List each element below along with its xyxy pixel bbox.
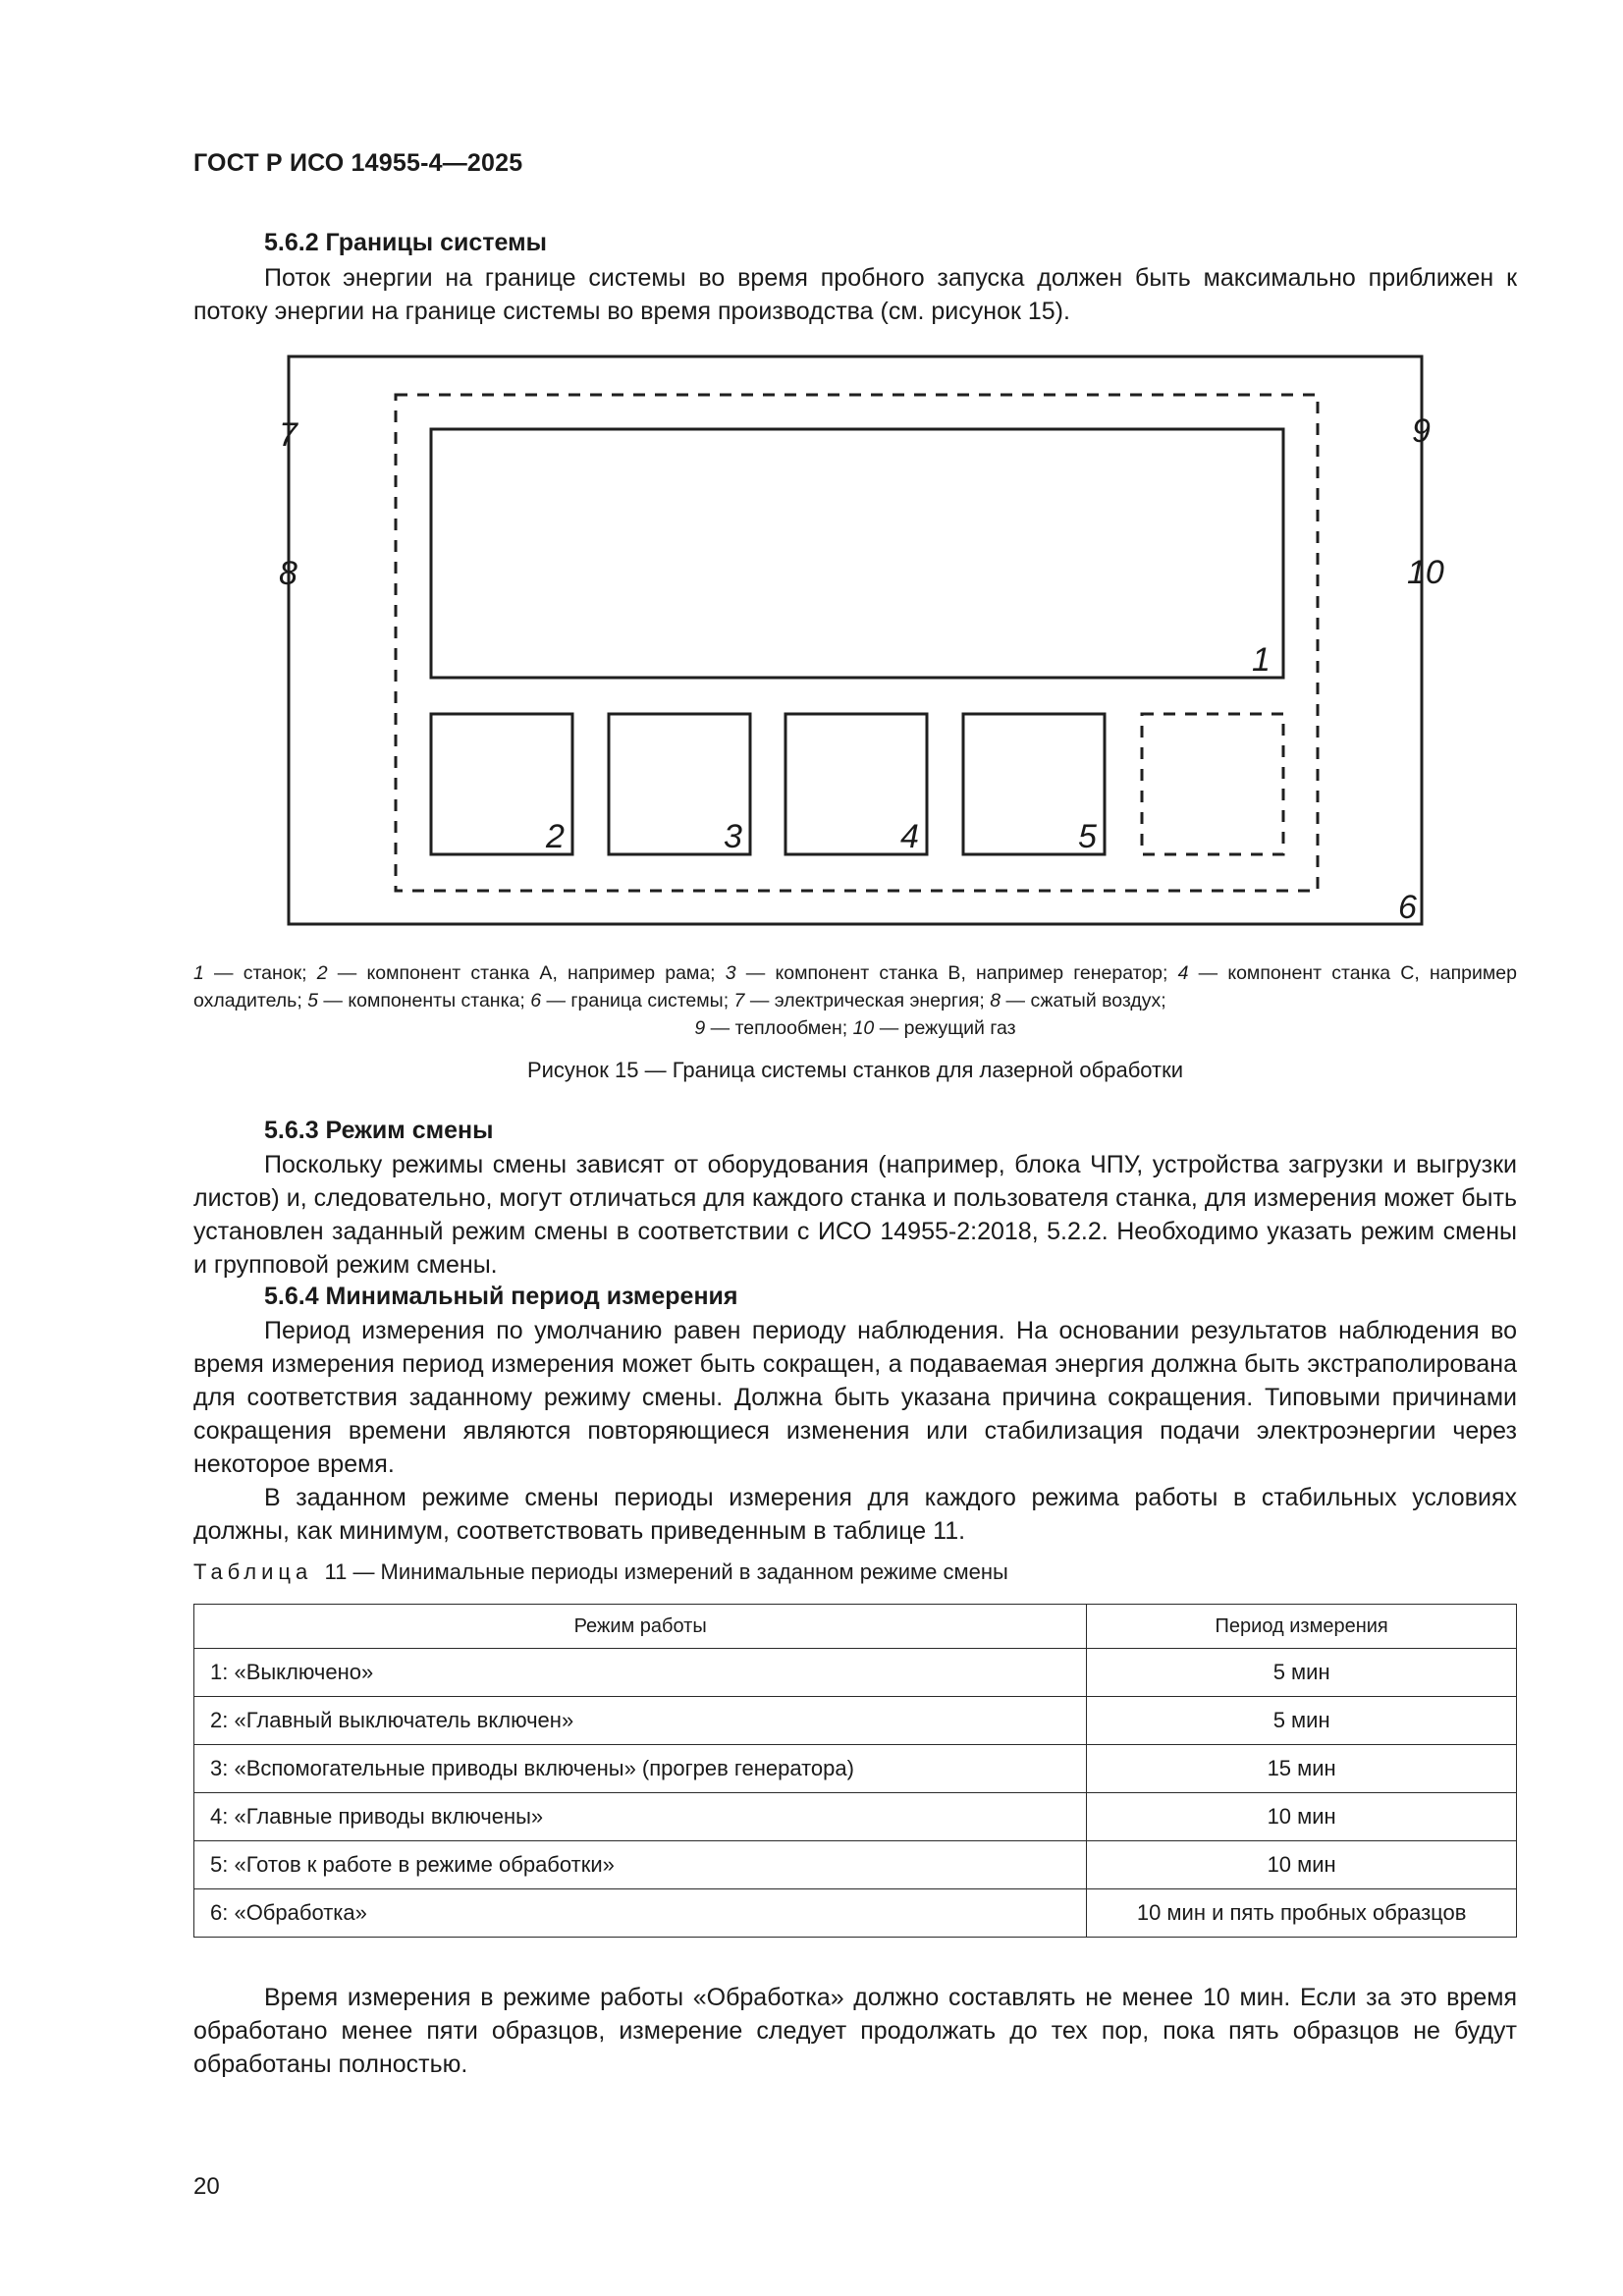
legend-number: 2: [316, 962, 328, 984]
table-cell: 5 мин: [1087, 1697, 1517, 1745]
legend-text: — станок;: [203, 962, 317, 984]
machine-boundary-dashed-rect: [396, 395, 1318, 891]
table-cell: 6: «Обработка»: [194, 1889, 1087, 1938]
section-heading: 5.6.2 Границы системы: [264, 229, 547, 256]
table-cell: 10 мин: [1087, 1793, 1517, 1841]
figure-label-7: 7: [279, 416, 298, 454]
column-header: Режим работы: [194, 1605, 1087, 1649]
table-cell: 4: «Главные приводы включены»: [194, 1793, 1087, 1841]
table-row: [194, 1649, 1517, 1697]
paragraph-text: В заданном режиме смены периоды измерения для каждого режима работы в стабильных условиях должны, как минимум, соответствовать приведенным в таблице 11.: [193, 1484, 1517, 1545]
closing-paragraph: [193, 1981, 1517, 2081]
figure-label-10: 10: [1407, 554, 1444, 591]
legend-text: — компонент станка А, например рама;: [327, 962, 726, 984]
paragraph: [193, 1314, 1517, 1548]
figure-label-9: 9: [1412, 412, 1431, 450]
figure-15-diagram: [0, 0, 1623, 962]
legend-text: — режущий газ: [874, 1017, 1016, 1039]
legend-number: 3: [725, 962, 736, 984]
paragraph-text: Период измерения по умолчанию равен периоду наблюдения. На основании результатов наблюдения во время измерения период измерения может быть сокращен, а подаваемая энергия должна быть экстраполирована для соответствия заданному режиму смены. Должна быть указана причина сокращения. Типовыми причинами сокращения времени являются повторяющиеся изменения или стабилизация подачи электроэнергии через некоторое время.: [193, 1317, 1517, 1478]
table-cell: 5 мин: [1087, 1649, 1517, 1697]
table-11: [193, 1604, 1517, 1938]
table-row: [194, 1745, 1517, 1793]
figure-label-5: 5: [1078, 818, 1097, 855]
section-heading: 5.6.4 Минимальный период измерения: [264, 1283, 738, 1310]
table-cell: 15 мин: [1087, 1745, 1517, 1793]
table-cell: 5: «Готов к работе в режиме обработки»: [194, 1841, 1087, 1889]
table-caption: [193, 1559, 1008, 1585]
legend-text: — компоненты станка;: [318, 990, 531, 1011]
legend-last-line: [193, 1014, 1517, 1042]
table-cell: 3: «Вспомогательные приводы включены» (прогрев генератора): [194, 1745, 1087, 1793]
figure-caption: Рисунок 15 — Граница системы станков для лазерной обработки: [526, 1058, 1184, 1082]
paragraph-text: Поскольку режимы смены зависят от оборудования (например, блока ЧПУ, устройства загрузки и выгрузки листов) и, следовательно, могут отличаться для каждого станка и пользователя станка, для измерения может быть установлен заданный режим смены в соответствии с ИСО 14955-2:2018, 5.2.2. Необходимо указать режим смены и групповой режим смены.: [193, 1151, 1517, 1279]
table-cell: 1: «Выключено»: [194, 1649, 1087, 1697]
page-number: 20: [193, 2173, 220, 2200]
legend-number: 1: [193, 962, 204, 984]
figure-label-2: 2: [546, 818, 565, 855]
legend-text: — сжатый воздух;: [1001, 990, 1166, 1011]
legend-number: 7: [733, 990, 745, 1011]
figure-label-6: 6: [1398, 889, 1417, 926]
table-cell: 10 мин: [1087, 1841, 1517, 1889]
legend-text: — граница системы;: [541, 990, 734, 1011]
legend-number: 9: [694, 1017, 706, 1039]
figure-label-1: 1: [1252, 641, 1271, 679]
figure-label-4: 4: [900, 818, 919, 855]
legend-number: 4: [1177, 962, 1189, 984]
component-box-optional-dashed: [1142, 714, 1283, 854]
legend-number: 10: [852, 1017, 875, 1039]
figure-legend: [193, 959, 1517, 1042]
document-header: ГОСТ Р ИСО 14955-4—2025: [193, 149, 523, 177]
column-header: Период измерения: [1087, 1605, 1517, 1649]
paragraph: [193, 1148, 1517, 1282]
legend-number: 6: [530, 990, 542, 1011]
outer-boundary-rect: [289, 356, 1422, 924]
legend-text: — компонент станка С, например охладитель;: [193, 962, 1517, 1011]
table-row: [194, 1697, 1517, 1745]
table-cell: 10 мин и пять пробных образцов: [1087, 1889, 1517, 1938]
paragraph-text: Время измерения в режиме работы «Обработка» должно составлять не менее 10 мин. Если за это время обработано менее пяти образцов, измерение следует продолжать до тех пор, пока пять образцов не будут обработаны полностью.: [193, 1984, 1517, 2078]
table-caption-word: Таблица: [193, 1559, 313, 1584]
figure-label-3: 3: [724, 818, 742, 855]
paragraph-text: Поток энергии на границе системы во время пробного запуска должен быть максимально приближен к потоку энергии на границе системы во время производства (см. рисунок 15).: [193, 264, 1517, 325]
legend-text: — теплообмен;: [705, 1017, 853, 1039]
table-cell: 2: «Главный выключатель включен»: [194, 1697, 1087, 1745]
legend-number: 5: [307, 990, 319, 1011]
section-5-6-4: [193, 1283, 1517, 1548]
section-heading: 5.6.3 Режим смены: [264, 1117, 494, 1144]
machine-box: [431, 429, 1283, 678]
table-row: [194, 1841, 1517, 1889]
legend-main: [193, 959, 1517, 1014]
legend-text: — компонент станка В, например генератор;: [735, 962, 1178, 984]
table-row: [194, 1889, 1517, 1938]
table-caption-text: 11 — Минимальные периоды измерений в заданном режиме смены: [312, 1559, 1008, 1584]
section-5-6-3: [193, 1117, 1517, 1282]
legend-number: 8: [990, 990, 1001, 1011]
table-header-row: [194, 1605, 1517, 1649]
legend-text: — электрическая энергия;: [744, 990, 991, 1011]
table-row: [194, 1793, 1517, 1841]
figure-label-8: 8: [279, 555, 298, 592]
